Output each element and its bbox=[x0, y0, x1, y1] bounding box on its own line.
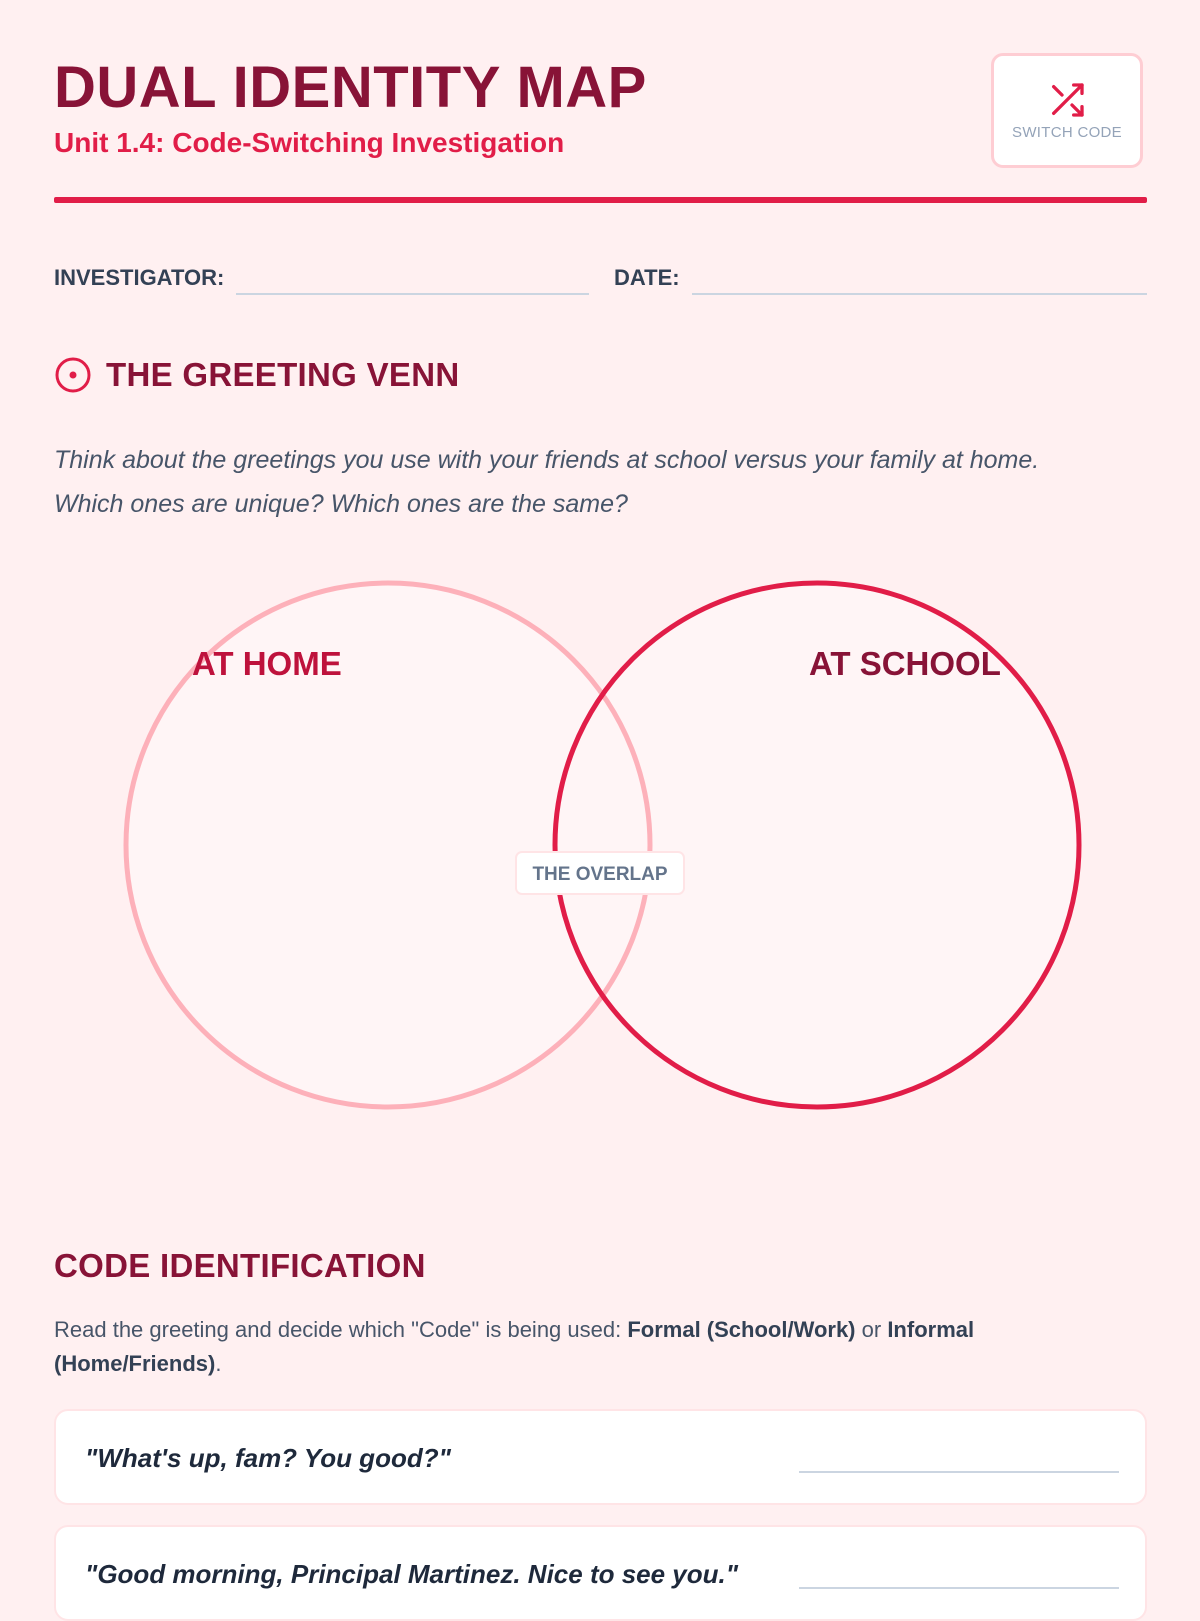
investigator-input[interactable] bbox=[236, 293, 589, 295]
investigator-label: INVESTIGATOR: bbox=[54, 265, 225, 290]
target-icon bbox=[54, 356, 92, 394]
greeting-card bbox=[54, 1409, 1147, 1505]
informal-code-term: Informal (Home/Friends) bbox=[54, 1317, 975, 1376]
code-section-description bbox=[54, 1313, 1104, 1381]
switch-code-label: SWITCH CODE bbox=[1012, 124, 1122, 141]
worksheet-page bbox=[54, 0, 1147, 1600]
code-section-heading: CODE IDENTIFICATION bbox=[54, 1247, 426, 1284]
venn-prompt-line-1: Think about the greetings you use with your friends at school versus your family at home. bbox=[54, 446, 1040, 474]
home-circle-label: AT HOME bbox=[192, 645, 342, 682]
greeting-quote: "What's up, fam? You good?" bbox=[85, 1443, 451, 1473]
greeting-card bbox=[54, 1525, 1147, 1621]
date-label: DATE: bbox=[614, 265, 680, 290]
desc-prefix: Read the greeting and decide which "Code" is being used: bbox=[54, 1317, 628, 1342]
shuffle-icon bbox=[1047, 80, 1087, 120]
date-input[interactable] bbox=[692, 293, 1147, 295]
switch-code-button[interactable] bbox=[991, 53, 1143, 168]
desc-suffix: . bbox=[215, 1351, 222, 1376]
greeting-venn-diagram bbox=[54, 575, 1147, 1115]
overlap-label: THE OVERLAP bbox=[532, 864, 668, 885]
venn-section-heading: THE GREETING VENN bbox=[106, 356, 460, 393]
formal-code-term: Formal (School/Work) bbox=[627, 1317, 856, 1342]
page-title: DUAL IDENTITY MAP bbox=[54, 55, 647, 120]
code-answer-input[interactable] bbox=[799, 1587, 1119, 1589]
school-circle-label: AT SCHOOL bbox=[809, 645, 1001, 682]
code-answer-input[interactable] bbox=[799, 1471, 1119, 1473]
venn-prompt-line-2: Which ones are unique? Which ones are the same? bbox=[54, 490, 628, 518]
header-divider bbox=[54, 197, 1147, 203]
desc-or: or bbox=[855, 1317, 888, 1342]
greeting-quote: "Good morning, Principal Martinez. Nice to see you." bbox=[85, 1559, 739, 1589]
venn-prompt bbox=[54, 438, 1147, 526]
page-subtitle: Unit 1.4: Code-Switching Investigation bbox=[54, 127, 565, 158]
